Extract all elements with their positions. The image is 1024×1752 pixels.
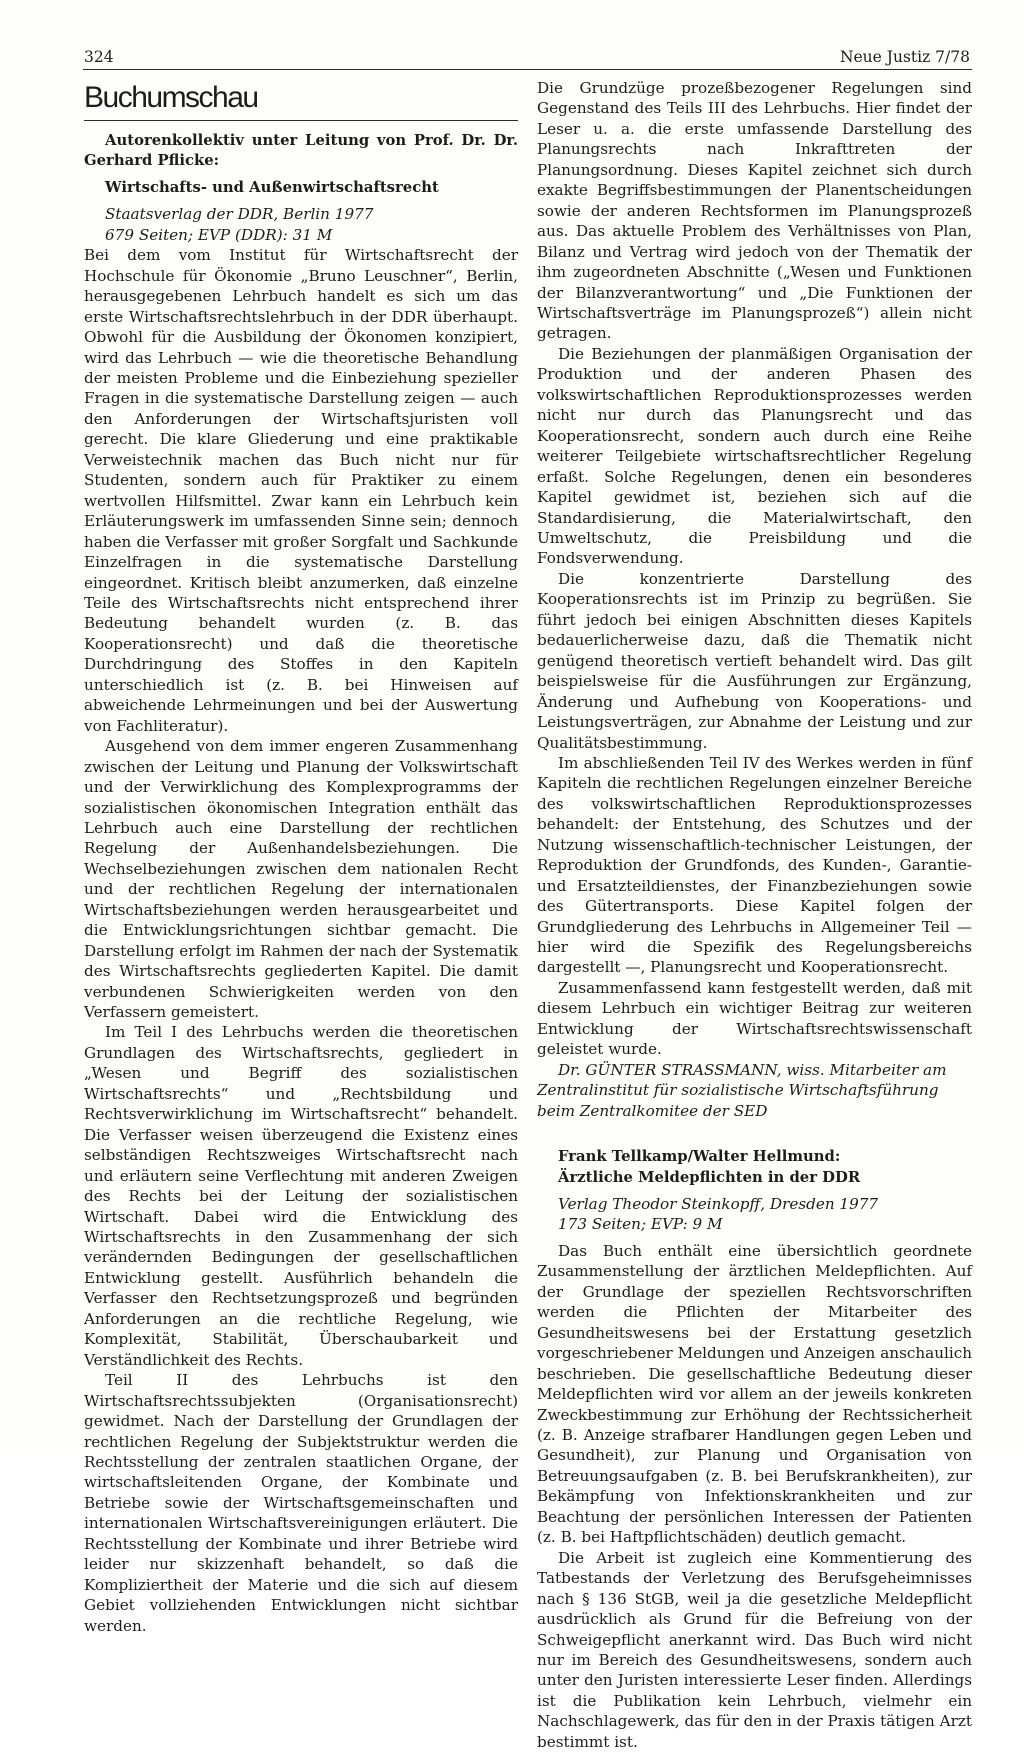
review1-reviewer: Dr. GÜNTER STRASSMANN, wiss. Mitarbeiter am Zentralinstitut für sozialistische Wirtschaftsführung beim Zentralkomitee der SED bbox=[537, 1060, 947, 1120]
review2-paragraph: Die Arbeit ist zugleich eine Kommentierung des Tatbestands der Verletzung des Berufsgeheimnisses nach § 136 StGB, weil ja die gesetzliche Meldepflicht ausdrücklich als Grund für die Befreiung von der Schweigepflicht anerkannt wird. Das Buch wird nicht nur im Bereich des Gesundheitswesens, sondern auch unter den Juristen interessierte Leser finden. Allerdings ist die Publikation kein Lehrbuch, vielmehr ein Nachschlagewerk, das für den in der Praxis tätigen Arzt bestimmt ist. bbox=[537, 1548, 972, 1751]
review1-paragraph: Im abschließenden Teil IV des Werkes werden in fünf Kapiteln die rechtlichen Regelungen einzelner Bereiche des volkswirtschaftlichen Reproduktionsprozesses behandelt: der Entstehung, des Schutzes und der Nutzung wissenschaftlich-technischer Leistungen, der Reproduktion der Grundfonds, des Kunden-, Garantie- und Ersatzteildienstes, der Finanzbeziehungen sowie des Gütertransports. Diese Kapitel folgen der Grundgliederung des Lehrbuchs in Allgemeiner Teil — hier wird die Spezifik des Regelungsbereichs dargestellt —, Planungsrecht und Kooperationsrecht. bbox=[537, 753, 972, 977]
section-title-rule bbox=[84, 120, 518, 121]
section-title: Buchumschau bbox=[84, 81, 258, 114]
left-column bbox=[84, 131, 518, 1636]
review1-publisher: Staatsverlag der DDR, Berlin 1977 bbox=[105, 205, 374, 224]
review1-paragraph: Teil II des Lehrbuchs ist den Wirtschaftsrechtssubjekten (Organisationsrecht) gewidmet. Nach der Darstellung der Grundlagen der rechtlichen Regelung der Subjektstruktur werden die Rechtsstellung der zentralen staatlichen Organe, der wirtschaftsleitenden Organe, der Kombinate und Betriebe sowie der Wirtschaftsgemeinschaften und internationalen Wirtschaftsvereinigungen erläutert. Die Rechtsstellung der Kombinate und ihrer Betriebe wird leider nur skizzenhaft behandelt, so daß die Kompliziertheit der Materie und die sich auf diesem Gebiet vollziehenden Entwicklungen nicht sichtbar werden. bbox=[84, 1371, 518, 1635]
review1-paragraph: Zusammenfassend kann festgestellt werden, daß mit diesem Lehrbuch ein wichtiger Beitrag zur weiteren Entwicklung der Wirtschaftsrechtswissenschaft geleistet wurde. bbox=[537, 978, 972, 1059]
page-number: 324 bbox=[84, 48, 114, 66]
review2-paragraph: Das Buch enthält eine übersichtlich geordnete Zusammenstellung der ärztlichen Meldepflichten. Auf der Grundlage der speziellen Rechtsvorschriften werden die Pflichten der Mitarbeiter des Gesundheitswesens bei der Erstattung gesetzlich vorgeschriebener Meldungen und Anzeigen anschaulich beschrieben. Die gesellschaftliche Bedeutung dieser Meldepflichten wird vor allem an der jeweils konkreten Zweckbestimmung zur Erhöhung der Rechtssicherheit (z. B. Anzeige strafbarer Handlungen gegen Leben und Gesundheit), zur Planung und Organisation von Betreuungsaufgaben (z. B. bei Berufskrankheiten), zur Bekämpfung von Infektionskrankheiten und zur Beachtung der persönlichen Interessen der Patienten (z. B. bei Haftpflichtschäden) deutlich gemacht. bbox=[537, 1241, 972, 1547]
review1-paragraph: Ausgehend von dem immer engeren Zusammenhang zwischen der Leitung und Planung der Volkswirtschaft und der Verwirklichung des Komplexprogramms der sozialistischen ökonomischen Integration enthält das Lehrbuch auch eine Darstellung der rechtlichen Regelung der Außenhandelsbeziehungen. Die Wechselbeziehungen zwischen dem nationalen Recht und der rechtlichen Regelung der internationalen Wirtschaftsbeziehungen werden herausgearbeitet und die Entwicklungsrichtungen sichtbar gemacht. Die Darstellung erfolgt im Rahmen der nach der Systematik des Wirtschaftsrechts gegliederten Kapitel. Die damit verbundenen Schwierigkeiten werden von den Verfassern gemeistert. bbox=[84, 737, 518, 1022]
review2-authors: Frank Tellkamp/Walter Hellmund: bbox=[558, 1148, 841, 1166]
review1-paragraph: Die konzentrierte Darstellung des Kooperationsrechts ist im Prinzip zu begrüßen. Sie führt jedoch bei einigen Abschnitten dieses Kapitels bedauerlicherweise dazu, daß die Thematik nicht genügend theoretisch vertieft behandelt wird. Das gilt beispielsweise für die Ausführungen zur Ergänzung, Änderung und Aufhebung von Kooperations- und Leistungsverträgen, zur Abnahme der Leistung und zur Qualitätsbestimmung. bbox=[537, 569, 972, 752]
review2-publisher: Verlag Theodor Steinkopff, Dresden 1977 bbox=[558, 1195, 879, 1214]
review2-pages-price: 173 Seiten; EVP: 9 M bbox=[558, 1215, 723, 1234]
review1-book-title: Wirtschafts- und Außenwirtschaftsrecht bbox=[105, 178, 439, 196]
review1-authors: Autorenkollektiv unter Leitung von Prof. Dr. Dr. Gerhard Pflicke: bbox=[84, 132, 518, 170]
review1-paragraph: Im Teil I des Lehrbuchs werden die theoretischen Grundlagen des Wirtschaftsrechts, gegliedert in „Wesen und Begriff des sozialistischen Wirtschaftsrechts“ und „Rechtsbildung und Rechtsverwirklichung im Wirtschaftsrecht“ behandelt. Die Verfasser weisen überzeugend die Existenz eines selbständigen Rechtszweiges Wirtschaftsrecht nach und erläutern seine Verflechtung mit anderen Zweigen des Rechts bei der Leitung der sozialistischen Wirtschaft. Dabei wird die Entwicklung des Wirtschaftsrechts in den Zusammenhang der sich verändernden Bedingungen der gesellschaftlichen Entwicklung gestellt. Ausführlich behandeln die Verfasser den Rechtsetzungsprozeß und begründen Anforderungen an die rechtliche Regelung, wie Komplexität, Stabilität, Überschaubarkeit und Verständlichkeit des Rechts. bbox=[84, 1023, 518, 1369]
journal-issue: Neue Justiz 7/78 bbox=[839, 48, 970, 66]
header-rule bbox=[83, 69, 972, 70]
right-column bbox=[537, 78, 972, 1752]
review1-pages-price: 679 Seiten; EVP (DDR): 31 M bbox=[105, 225, 333, 244]
review1-paragraph-continued: Die Grundzüge prozeßbezogener Regelungen sind Gegenstand des Teils III des Lehrbuchs. Hier findet der Leser u. a. die erste umfassende Darstellung des Planungsrechts nach Inkrafttreten der Planungsordnung. Dieses Kapitel zeichnet sich durch exakte Begriffsbestimmungen der Planentscheidungen sowie der anderen Rechtsformen im Planungsprozeß aus. Das aktuelle Problem des Verhältnisses von Plan, Bilanz und Vertrag wird jedoch von der Thematik der ihm zugeordneten Abschnitte („Wesen und Funktionen der Bilanzverantwortung“ und „Die Funktionen der Wirtschaftsverträge im Planungsprozeß“) allein nicht getragen. bbox=[537, 79, 972, 343]
review2-book-title: Ärztliche Meldepflichten in der DDR bbox=[558, 1168, 861, 1186]
review1-paragraph: Die Beziehungen der planmäßigen Organisation der Produktion und der anderen Phasen des volkswirtschaftlichen Reproduktionsprozesses werden nicht nur durch das Planungsrecht und das Kooperationsrecht, sondern auch durch eine Reihe weiterer Teilgebiete wirtschaftsrechtlicher Regelung erfaßt. Solche Regelungen, denen ein besonderes Kapitel gewidmet ist, beziehen sich auf die Standardisierung, die Materialwirtschaft, den Umweltschutz, die Preisbildung und die Fondsverwendung. bbox=[537, 344, 972, 568]
review1-paragraph: Bei dem vom Institut für Wirtschaftsrecht der Hochschule für Ökonomie „Bruno Leuschner“, Berlin, herausgegebenen Lehrbuch handelt es sich um das erste Wirtschaftsrechtslehrbuch in der DDR überhaupt. Obwohl für die Ausbildung der Ökonomen konzipiert, wird das Lehrbuch — wie die theoretische Behandlung der meisten Probleme und die Einbeziehung spezieller Fragen in die systematische Darstellung zeigen — auch den Anforderungen der Wirtschaftsjuristen voll gerecht. Die klare Gliederung und eine praktikable Verweistechnik machen das Buch nicht nur für Studenten, sondern auch für Praktiker zu einem wertvollen Hilfsmittel. Zwar kann ein Lehrbuch kein Erläuterungswerk im umfassenden Sinne sein; dennoch haben die Verfasser mit großer Sorgfalt und Sachkunde Einzelfragen in die systematische Darstellung eingeordnet. Kritisch bleibt anzumerken, daß einzelne Teile des Wirtschaftsrechts nicht entsprechend ihrer Bedeutung behandelt wurden (z. B. das Kooperationsrecht) und daß die theoretische Durchdringung des Stoffes in den Kapiteln unterschiedlich ist (z. B. bei Hinweisen auf abweichende Lehrmeinungen und bei der Auswertung von Fachliteratur). bbox=[84, 246, 518, 735]
